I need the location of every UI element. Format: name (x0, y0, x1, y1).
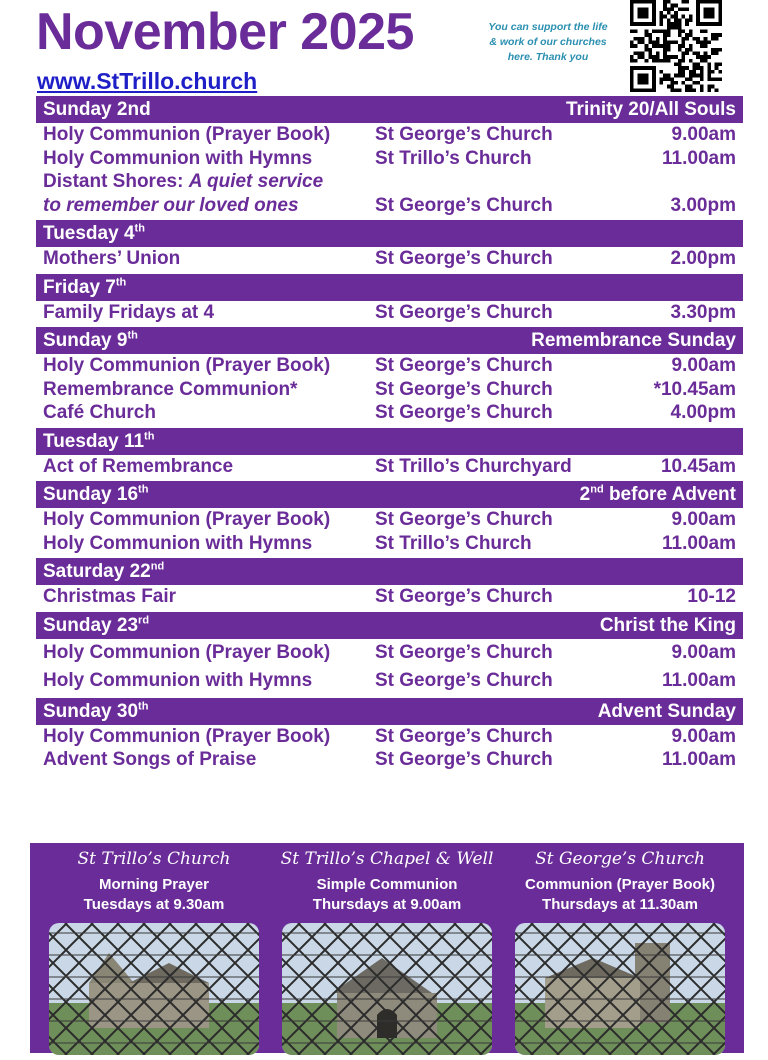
service-name-text: Holy Communion with Hymns (43, 669, 313, 691)
service-name (43, 301, 375, 325)
page-title: November 2025 (36, 3, 414, 61)
service-name-italic: to remember our loved ones (43, 194, 299, 216)
service-time: 11.00am (662, 749, 736, 770)
service-location: St George’s Church (375, 509, 553, 530)
service-row (36, 378, 743, 402)
service-name (43, 455, 375, 479)
service-name: Communion (Prayer Book) (524, 876, 716, 893)
day-name: Tuesday 11 (43, 430, 145, 452)
weekday-service (504, 843, 736, 1053)
service-schedule (36, 96, 743, 772)
service-location: St Trillo’s Church (375, 147, 532, 169)
service-time: 3.00pm (670, 194, 736, 216)
service-time: 2.00pm (670, 248, 736, 269)
service-name-text: Family Fridays at 4 (43, 301, 215, 323)
service-day-time: Thursdays at 11.30am (542, 896, 698, 913)
service-row (36, 667, 743, 695)
day-label (43, 220, 145, 247)
service-time: 4.00pm (670, 402, 736, 423)
service-row (36, 170, 743, 194)
service-location: St George’s Church (375, 355, 553, 376)
service-name (43, 639, 375, 667)
day-label (43, 558, 164, 585)
service-name-text: Act of Remembrance (43, 455, 234, 477)
service-name-text: Café Church (43, 402, 156, 423)
day-note (580, 481, 736, 508)
service-name-text: Mothers’ Union (43, 248, 181, 269)
service-name (43, 585, 375, 609)
day-label (43, 96, 151, 123)
service-row (36, 301, 743, 325)
website-link[interactable]: www.StTrillo.church (37, 68, 258, 94)
day-header (36, 481, 743, 508)
day-name: Sunday 9 (43, 330, 128, 351)
service-name (43, 748, 375, 772)
service-location: St George’s Church (375, 378, 553, 400)
day-note-number: 2 (579, 484, 591, 505)
day-ordinal: th (138, 700, 149, 713)
service-location: St George’s Church (375, 402, 553, 423)
weekday-service (271, 843, 503, 1053)
day-header (36, 428, 743, 455)
service-name-text: Holy Communion with Hymns (43, 147, 313, 169)
service-name-text: Holy Communion (Prayer Book) (43, 355, 331, 376)
day-header (36, 327, 743, 354)
service-name (43, 170, 375, 194)
service-location: St Trillo’s Church (375, 532, 532, 554)
support-line: & work of our churches (489, 36, 607, 48)
support-line: here. Thank you (507, 51, 589, 63)
day-header (36, 220, 743, 247)
service-row (36, 401, 743, 425)
day-label (43, 481, 148, 508)
day-ordinal: th (144, 430, 155, 443)
service-location: St George’s Church (375, 248, 553, 269)
service-location: St George’s Church (375, 725, 553, 747)
service-location: St George’s Church (375, 669, 553, 691)
service-row (36, 508, 743, 532)
service-name-text: Christmas Fair (43, 586, 177, 607)
day-note (598, 698, 736, 725)
service-name-text: Remembrance Communion* (43, 378, 298, 400)
service-name (43, 354, 375, 378)
service-name-text: Holy Communion (Prayer Book) (43, 509, 331, 530)
service-time: 9.00am (671, 355, 736, 376)
service-row (36, 585, 743, 609)
day-header (36, 274, 743, 301)
weekday-service (38, 843, 270, 1053)
church-name: St Trillo’s Church (77, 849, 231, 869)
service-name (43, 378, 375, 402)
day-header (36, 698, 743, 725)
service-row (36, 725, 743, 749)
day-header (36, 558, 743, 585)
support-line: You can support the life (488, 21, 608, 33)
service-name (43, 532, 375, 556)
service-time: 10.45am (660, 455, 736, 477)
day-name: Sunday 2nd (43, 99, 151, 120)
support-message (478, 20, 618, 65)
service-row (36, 123, 743, 147)
service-day-time: Thursdays at 9.00am (312, 896, 462, 913)
day-label (43, 698, 148, 725)
day-note (600, 612, 736, 639)
service-time: 9.00am (671, 509, 736, 530)
day-header (36, 612, 743, 639)
day-header (36, 96, 743, 123)
service-time: 3.30pm (670, 301, 736, 323)
service-time: *10.45am (653, 378, 736, 400)
service-name (43, 147, 375, 171)
day-label (43, 274, 126, 301)
stained-glass-window-illustration (282, 923, 492, 1055)
stained-glass-window-illustration (515, 923, 725, 1055)
service-time: 11.00am (662, 147, 736, 169)
day-label (43, 428, 154, 455)
service-name: Morning Prayer (98, 876, 210, 893)
service-location: St Trillo’s Churchyard (375, 455, 572, 477)
service-day-time: Tuesdays at 9.30am (83, 896, 225, 913)
service-location (375, 170, 615, 194)
service-time: 9.00am (671, 124, 736, 145)
day-name: Sunday 30 (43, 700, 139, 722)
service-name (43, 725, 375, 749)
service-row (36, 532, 743, 556)
service-row (36, 354, 743, 378)
service-location: St George’s Church (375, 194, 553, 216)
service-location: St George’s Church (375, 749, 553, 770)
service-time: 9.00am (671, 641, 736, 663)
day-note (566, 96, 736, 123)
day-note (531, 327, 736, 354)
day-ordinal: th (134, 222, 145, 235)
service-row (36, 147, 743, 171)
weekday-services-panel (30, 843, 744, 1053)
day-name: Sunday 23 (43, 614, 139, 636)
service-name (43, 667, 375, 695)
stained-glass-window-illustration (49, 923, 259, 1055)
service-row (36, 194, 743, 218)
service-name (43, 123, 375, 147)
service-time: 9.00am (671, 725, 736, 747)
service-name: Simple Communion (316, 876, 458, 893)
day-ordinal: rd (138, 614, 150, 627)
day-note-ordinal: nd (590, 483, 604, 496)
day-note-text: before Advent (603, 484, 736, 505)
day-note-text: Christ the King (599, 614, 736, 636)
service-row (36, 639, 743, 667)
service-row (36, 455, 743, 479)
service-name (43, 194, 375, 218)
service-location: St George’s Church (375, 301, 553, 323)
service-name-text: Advent Songs of Praise (43, 749, 257, 770)
day-name: Tuesday 4 (43, 223, 135, 244)
service-name-text: Holy Communion (Prayer Book) (43, 124, 331, 145)
day-label (43, 327, 138, 354)
day-ordinal: th (115, 276, 127, 289)
service-location: St George’s Church (375, 124, 553, 145)
service-name-text: Holy Communion (Prayer Book) (43, 725, 331, 747)
service-time (615, 170, 736, 194)
day-name: Sunday 16 (43, 484, 139, 505)
service-time: 11.00am (662, 532, 736, 554)
service-name-text: Holy Communion with Hymns (43, 532, 313, 554)
service-time: 11.00am (662, 669, 736, 691)
day-ordinal: th (138, 483, 149, 496)
day-note-text: Trinity 20/All Souls (566, 99, 736, 120)
service-name-text: Distant Shores: (43, 171, 189, 192)
service-row (36, 247, 743, 271)
day-note-text: Remembrance Sunday (531, 330, 736, 351)
day-note-text: Advent Sunday (597, 700, 736, 722)
service-location: St George’s Church (375, 586, 553, 607)
day-label (43, 612, 149, 639)
service-time: 10-12 (687, 586, 736, 607)
day-name: Friday 7 (43, 276, 116, 298)
church-name: St George’s Church (535, 849, 705, 869)
service-name (43, 508, 375, 532)
day-ordinal: th (127, 329, 138, 342)
service-row (36, 748, 743, 772)
church-name: St Trillo’s Chapel & Well (280, 849, 494, 869)
day-name: Saturday 22 (43, 561, 151, 582)
service-name (43, 401, 375, 425)
service-name (43, 247, 375, 271)
qr-code-icon[interactable] (630, 0, 722, 92)
service-name-italic: A quiet service (188, 171, 324, 192)
service-location: St George’s Church (375, 641, 553, 663)
service-name-text: Holy Communion (Prayer Book) (43, 641, 331, 663)
day-ordinal: nd (150, 560, 165, 573)
